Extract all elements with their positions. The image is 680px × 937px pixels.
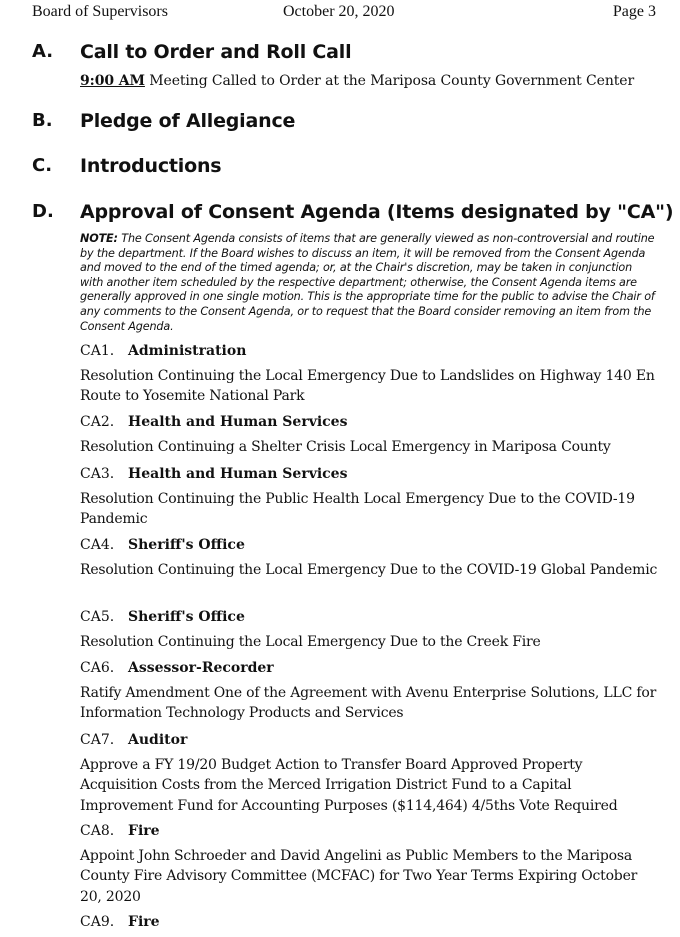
consent-item-description: Resolution Continuing the Local Emergency Due to Landslides on Highway 140 En Route to Yosemite National Park [80,368,655,405]
item-number: CA8. [80,823,115,839]
consent-item-header [80,343,246,359]
section-letter: B. [32,110,53,131]
page-header [32,3,656,23]
item-department: Administration [128,343,247,359]
item-department: Fire [128,914,160,930]
consent-item-header [80,609,245,625]
item-department: Fire [128,823,160,839]
item-number: CA2. [80,414,115,430]
consent-item-header [80,414,347,430]
section-title: Pledge of Allegiance [80,110,296,132]
consent-item-description: Resolution Continuing a Shelter Crisis Local Emergency in Mariposa County [80,439,611,455]
consent-item-description: Appoint John Schroeder and David Angelini as Public Members to the Mariposa County Fire Advisory Committee (MCFAC) for Two Year Terms Expiring October 20, 2020 [80,848,638,905]
section-letter: D. [32,201,54,222]
note-text: The Consent Agenda consists of items that are generally viewed as non-controversial and routine by the department. If the Board wishes to discuss an item, it will be removed from the Consent Agenda and moved to the end of the timed agenda; or, at the Chair's discretion, may be taken in conjunction with another item scheduled by the respective department; otherwise, the Consent Agenda items are generally approved in one single motion. This is the appropriate time for the public to advise the Chair of any comments to the Consent Agenda, or to request that the Board consider removing an item from the Consent Agenda. [80,232,655,333]
consent-item-header [80,823,160,839]
section-letter: C. [32,155,53,176]
header-meeting-date: October 20, 2020 [283,3,395,20]
header-page-number: Page 3 [612,3,656,20]
item-department: Health and Human Services [128,414,348,430]
call-to-order-text: Meeting Called to Order at the Mariposa County Government Center [144,73,635,89]
section-title: Call to Order and Roll Call [80,41,352,63]
item-department: Sheriff's Office [128,609,245,625]
item-number: CA7. [80,732,115,748]
item-number: CA4. [80,537,115,553]
consent-item-description: Approve a FY 19/20 Budget Action to Transfer Board Approved Property Acquisition Costs from the Merced Irrigation District Fund to a Capital Improvement Fund for Accounting Purposes ($114,464) 4/5ths Vote Required [80,757,618,814]
consent-item-header [80,537,245,553]
section-title: Approval of Consent Agenda (Items designated by "CA") [80,201,674,223]
item-department: Auditor [128,732,188,748]
item-number: CA9. [80,914,115,930]
consent-item-description: Resolution Continuing the Local Emergency Due to the Creek Fire [80,634,541,650]
item-number: CA3. [80,466,115,482]
header-board-name: Board of Supervisors [32,3,168,20]
consent-item-description: Ratify Amendment One of the Agreement with Avenu Enterprise Solutions, LLC for Information Technology Products and Services [80,685,657,722]
section-title: Introductions [80,155,222,177]
meeting-time: 9:00 AM [80,73,145,89]
note-label: NOTE: [80,232,118,245]
consent-item-header [80,732,187,748]
item-department: Assessor-Recorder [128,660,274,676]
consent-item-header [80,466,347,482]
consent-item-header [80,914,160,930]
item-number: CA1. [80,343,115,359]
item-department: Sheriff's Office [128,537,245,553]
item-number: CA5. [80,609,115,625]
section-letter: A. [32,41,54,62]
item-department: Health and Human Services [128,466,348,482]
item-number: CA6. [80,660,115,676]
consent-item-description: Resolution Continuing the Public Health Local Emergency Due to the COVID-19 Pandemic [80,491,635,528]
consent-item-header [80,660,274,676]
consent-agenda-note [80,232,658,334]
consent-item-description: Resolution Continuing the Local Emergency Due to the COVID-19 Global Pandemic [80,562,658,578]
call-to-order-line [80,73,634,89]
